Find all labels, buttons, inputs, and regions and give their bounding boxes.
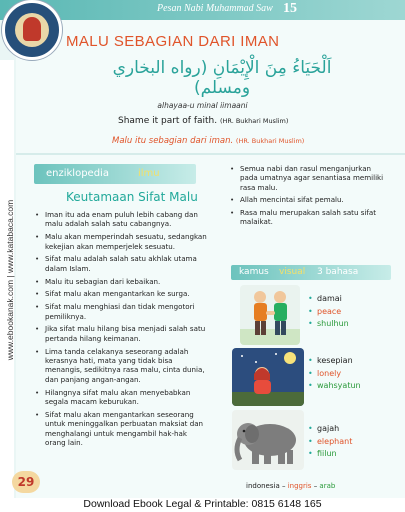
kamus-word1: kamus: [239, 267, 269, 277]
english-text: Shame it part of faith.: [118, 116, 218, 126]
page-number: 29: [12, 471, 40, 493]
legend-english: inggris: [287, 482, 312, 490]
list-item: • Malu itu sebagian dari kebaikan.: [35, 277, 207, 286]
elephant-illustration: [232, 410, 304, 470]
section-title: Keutamaan Sifat Malu: [66, 190, 198, 204]
kamus-word2: visual: [279, 267, 306, 277]
list-item: • Malu akan memperindah sesuatu, sedangkan kekejian akan memperjelek sesuatu.: [35, 232, 207, 251]
vocab-arabic: • fiilun: [308, 448, 352, 461]
encyclopedia-word2: ilmu: [138, 168, 160, 179]
vocab-indonesian: • damai: [308, 293, 349, 306]
right-point-list: [230, 164, 388, 230]
logo: [2, 0, 62, 60]
list-item: • Sifat malu adalah salah satu akhlak utama dalam Islam.: [35, 254, 207, 273]
list-item: • Allah mencintai sifat pemalu.: [230, 195, 388, 204]
hadith-transliteration: alhayaa-u minal iimaani: [157, 101, 248, 110]
vocab-english: • lonely: [308, 368, 361, 381]
english-source: (HR. Bukhari Muslim): [220, 117, 289, 125]
vocab-item-lonely: [308, 355, 361, 393]
vocab-item-peace: [308, 293, 349, 331]
footer-text: Download Ebook Legal & Printable: 0815 6148 165: [83, 498, 322, 510]
footer: [0, 498, 405, 512]
list-item: • Semua nabi dan rasul menganjurkan pada umatnya agar senantiasa memiliki rasa malu.: [230, 164, 388, 192]
vocab-item-elephant: [308, 423, 352, 461]
vocab-arabic: • shulhun: [308, 318, 349, 331]
encyclopedia-word1: enziklopedia: [46, 168, 109, 179]
header-title: Pesan Nabi Muhammad Saw: [157, 3, 273, 14]
hadith-english: [118, 116, 288, 126]
kamus-header: [231, 265, 391, 280]
legend-indonesian: indonesia: [246, 482, 280, 490]
list-item: • Sifat malu akan mengantarkan ke surga.: [35, 289, 207, 298]
header-bar: [0, 0, 405, 20]
vocab-indonesian: • kesepian: [308, 355, 361, 368]
lonely-illustration: [232, 348, 304, 406]
peace-illustration: [240, 285, 300, 345]
header-page-number: 15: [283, 1, 297, 16]
indonesian-source: (HR. Bukhari Muslim): [235, 137, 305, 145]
side-url-strip: [0, 60, 14, 500]
list-item: • Sifat malu menghiasi dan tidak mengotori pemiliknya.: [35, 302, 207, 321]
vocab-english: • elephant: [308, 436, 352, 449]
list-item: • Iman itu ada enam puluh lebih cabang dan malu adalah salah satu cabangnya.: [35, 210, 207, 229]
list-item: • Rasa malu merupakan salah satu sifat malaikat.: [230, 208, 388, 227]
legend-arabic: arab: [319, 482, 336, 490]
divider: [16, 153, 405, 155]
list-item: • Hilangnya sifat malu akan menyebabkan segala macam keburukan.: [35, 388, 207, 407]
left-point-list: [35, 210, 207, 451]
legend-separator: –: [313, 482, 318, 490]
indonesian-text: Malu itu sebagian dari iman.: [112, 136, 234, 146]
page-title: MALU SEBAGIAN DARI IMAN: [66, 33, 280, 50]
vocab-indonesian: • gajah: [308, 423, 352, 436]
list-item: • Jika sifat malu hilang bisa menjadi salah satu pertanda hilang keimanan.: [35, 324, 207, 343]
legend-separator: –: [281, 482, 286, 490]
hadith-indonesian: [112, 136, 304, 146]
list-item: • Sifat malu akan mengantarkan seseorang untuk meninggalkan perbuatan maksiat dan menghalangi untuk mengambil hak-hak orang lain.: [35, 410, 207, 448]
encyclopedia-header: [34, 164, 196, 184]
vocab-english: • peace: [308, 306, 349, 319]
vocab-legend: [246, 482, 335, 490]
kamus-word3: 3 bahasa: [317, 267, 359, 277]
vocab-arabic: • wahsyatun: [308, 380, 361, 393]
list-item: • Lima tanda celakanya seseorang adalah kerasnya hati, mata yang tidak bisa menangis, sedikitnya rasa malu, cinta dunia, dan panjang angan-angan.: [35, 347, 207, 385]
side-url: www.ebookanak.com | www.katabaca.com: [5, 199, 15, 361]
hadith-arabic: اَلْحَيَاءُ مِنَ الْإِيْمَانِ (رواه البخاري ومسلم): [112, 58, 332, 98]
